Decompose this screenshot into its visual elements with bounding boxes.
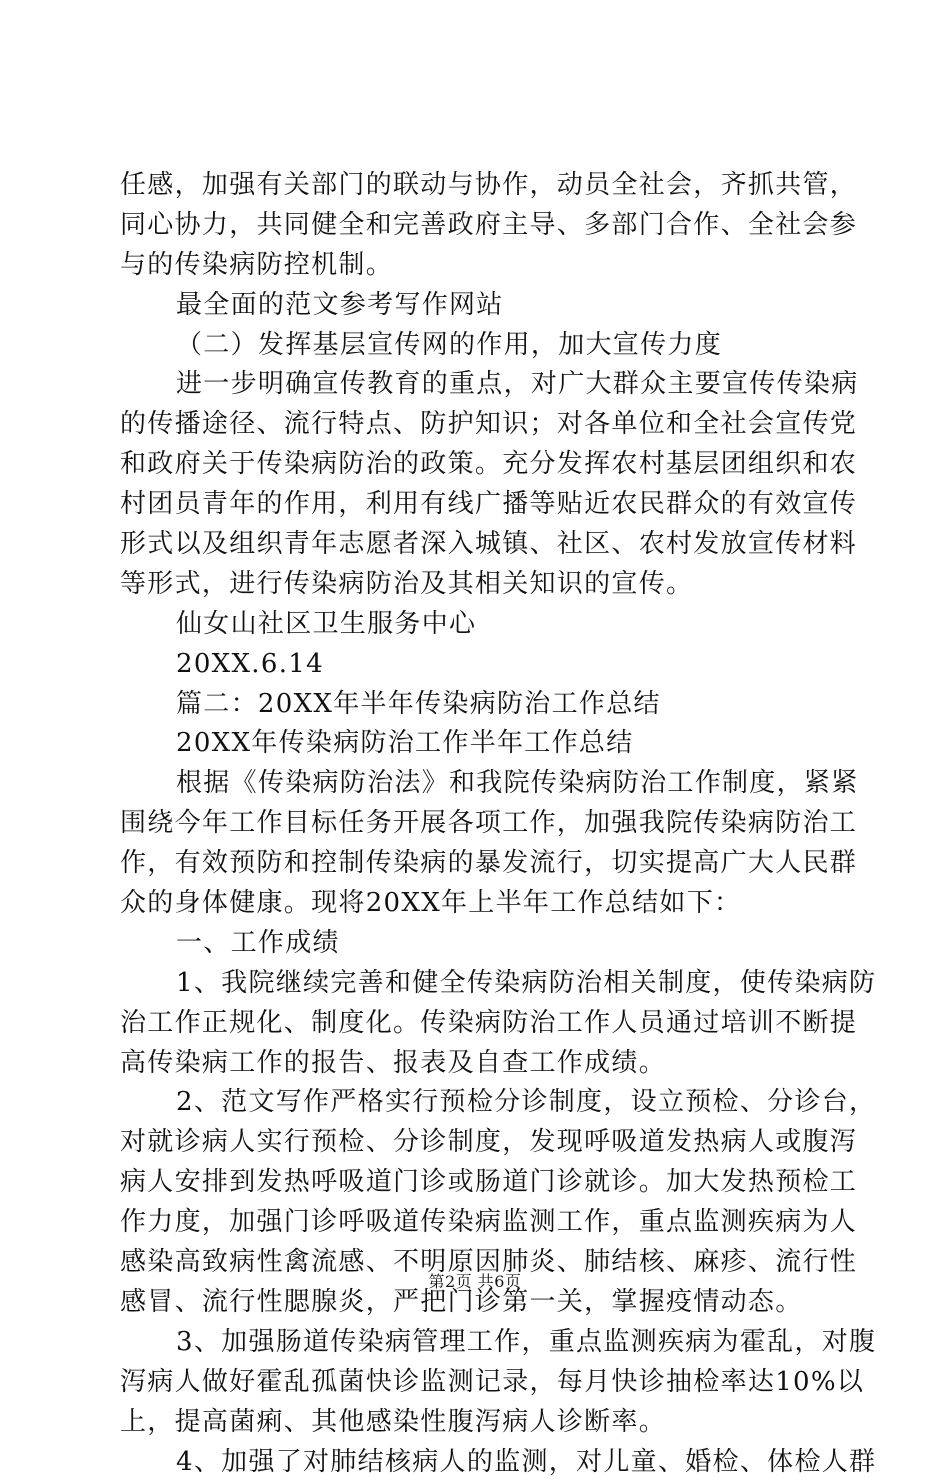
text-line: 治工作正规化、制度化。传染病防治工作人员通过培训不断提 xyxy=(120,1004,836,1044)
text-line: 3、加强肠道传染病管理工作，重点监测疾病为霍乱，对腹 xyxy=(120,1323,836,1363)
text-line: （二）发挥基层宣传网的作用，加大宣传力度 xyxy=(120,326,836,366)
text-line: 对就诊病人实行预检、分诊制度，发现呼吸道发热病人或腹泻 xyxy=(120,1123,836,1163)
text-line: 20XX年传染病防治工作半年工作总结 xyxy=(120,724,836,764)
text-line: 一、工作成绩 xyxy=(120,924,836,964)
text-line: 作力度，加强门诊呼吸道传染病监测工作，重点监测疾病为人 xyxy=(120,1203,836,1243)
text-line: 根据《传染病防治法》和我院传染病防治工作制度，紧紧 xyxy=(120,764,836,804)
text-line: 的传播途径、流行特点、防护知识；对各单位和全社会宣传党 xyxy=(120,405,836,445)
text-line: 村团员青年的作用，利用有线广播等贴近农民群众的有效宣传 xyxy=(120,485,836,525)
page-footer xyxy=(0,1269,950,1292)
text-line: 上，提高菌痢、其他感染性腹泻病人诊断率。 xyxy=(120,1403,836,1443)
text-line: 等形式，进行传染病防治及其相关知识的宣传。 xyxy=(120,565,836,605)
text-line: 病人安排到发热呼吸道门诊或肠道门诊就诊。加大发热预检工 xyxy=(120,1163,836,1203)
text-line: 仙女山社区卫生服务中心 xyxy=(120,605,836,645)
text-line: 感冒、流行性腮腺炎，严把门诊第一关，掌握疫情动态。 xyxy=(120,1283,836,1323)
text-line: 2、范文写作严格实行预检分诊制度，设立预检、分诊台， xyxy=(120,1083,836,1123)
text-line: 众的身体健康。现将20XX年上半年工作总结如下： xyxy=(120,884,836,924)
text-line: 和政府关于传染病防治的政策。充分发挥农村基层团组织和农 xyxy=(120,445,836,485)
text-line: 作，有效预防和控制传染病的暴发流行，切实提高广大人民群 xyxy=(120,844,836,884)
text-line: 20XX.6.14 xyxy=(120,645,836,685)
text-line: 最全面的范文参考写作网站 xyxy=(120,286,836,326)
text-line: 任感，加强有关部门的联动与协作，动员全社会，齐抓共管， xyxy=(120,166,836,206)
text-line: 4、加强了对肺结核病人的监测，对儿童、婚检、体检人群 xyxy=(120,1443,836,1482)
text-line: 围绕今年工作目标任务开展各项工作，加强我院传染病防治工 xyxy=(120,804,836,844)
text-line: 高传染病工作的报告、报表及自查工作成绩。 xyxy=(120,1044,836,1084)
text-line: 进一步明确宣传教育的重点，对广大群众主要宣传传染病 xyxy=(120,365,836,405)
text-line: 与的传染病防控机制。 xyxy=(120,246,836,286)
page-number-label: 第2页 共6页 xyxy=(429,1272,522,1291)
text-line: 同心协力，共同健全和完善政府主导、多部门合作、全社会参 xyxy=(120,206,836,246)
text-line: 形式以及组织青年志愿者深入城镇、社区、农村发放宣传材料 xyxy=(120,525,836,565)
text-line: 1、我院继续完善和健全传染病防治相关制度，使传染病防 xyxy=(120,964,836,1004)
text-line: 感染高致病性禽流感、不明原因肺炎、肺结核、麻疹、流行性 xyxy=(120,1243,836,1283)
text-line: 篇二：20XX年半年传染病防治工作总结 xyxy=(120,685,836,725)
text-line: 泻病人做好霍乱孤菌快诊监测记录，每月快诊抽检率达10%以 xyxy=(120,1363,836,1403)
